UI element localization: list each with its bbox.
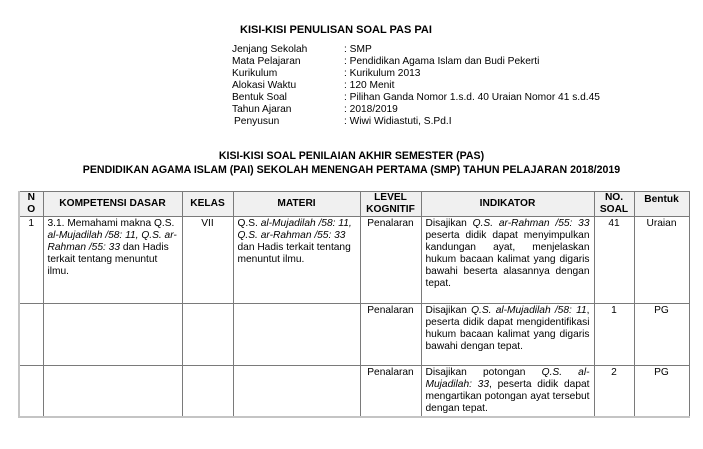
cell-level-kognitif: Penalaran bbox=[360, 304, 421, 366]
header-bentuk: Bentuk bbox=[634, 192, 689, 217]
meta-row-tahun-ajaran bbox=[232, 104, 600, 116]
cell-kelas bbox=[182, 304, 233, 366]
header-indikator: INDIKATOR bbox=[421, 192, 594, 217]
meta-row-kurikulum bbox=[232, 68, 600, 80]
cell-no bbox=[19, 366, 43, 418]
cell-kompetensi-dasar: 3.1. Memahami makna Q.S. al-Mujadilah /58: 11, Q.S. ar-Rahman /55: 33 dan Hadis terkait tentang menuntut ilmu. bbox=[43, 217, 182, 304]
cell-kelas: VII bbox=[182, 217, 233, 304]
section-heading-2: PENDIDIKAN AGAMA ISLAM (PAI) SEKOLAH MENENGAH PERTAMA (SMP) TAHUN PELAJARAN 2018/2019 bbox=[82, 164, 621, 176]
meta-label: Alokasi Waktu bbox=[232, 80, 297, 91]
table-row bbox=[19, 304, 689, 366]
cell-no-soal: 1 bbox=[594, 304, 634, 366]
cell-materi bbox=[233, 366, 360, 418]
cell-no-soal: 2 bbox=[594, 366, 634, 418]
meta-value: : SMP bbox=[344, 44, 372, 55]
meta-row-mata-pelajaran bbox=[232, 56, 600, 68]
meta-row-alokasi-waktu bbox=[232, 80, 600, 92]
meta-row-bentuk-soal bbox=[232, 92, 600, 104]
cell-indikator: Disajikan Q.S. al-Mujadilah /58: 11, peserta didik dapat mengidentifikasi hukum bacaan kalimat yang digaris bawahi dengan tepat. bbox=[421, 304, 594, 366]
meta-value: : 2018/2019 bbox=[344, 104, 398, 115]
meta-label: Jenjang Sekolah bbox=[232, 44, 308, 55]
table-row bbox=[19, 366, 689, 418]
cell-level-kognitif: Penalaran bbox=[360, 366, 421, 418]
header-no-soal: NO. SOAL bbox=[594, 192, 634, 217]
cell-kelas bbox=[182, 366, 233, 418]
meta-label: Kurikulum bbox=[232, 68, 278, 79]
meta-value: : Kurikulum 2013 bbox=[344, 68, 421, 79]
cell-bentuk: Uraian bbox=[634, 217, 689, 304]
cell-indikator: Disajikan potongan Q.S. al-Mujadilah: 33, peserta didik dapat mengartikan potongan ayat tersebut dengan tepat. bbox=[421, 366, 594, 418]
cell-materi bbox=[233, 304, 360, 366]
meta-value: : Pilihan Ganda Nomor 1.s.d. 40 Uraian Nomor 41 s.d.45 bbox=[344, 92, 600, 103]
table-header-row bbox=[19, 192, 689, 217]
table-row bbox=[19, 217, 689, 304]
meta-label: Mata Pelajaran bbox=[232, 56, 301, 67]
cell-no bbox=[19, 304, 43, 366]
cell-no-soal: 41 bbox=[594, 217, 634, 304]
meta-label: Bentuk Soal bbox=[232, 92, 287, 103]
cell-bentuk: PG bbox=[634, 304, 689, 366]
header-materi: MATERI bbox=[233, 192, 360, 217]
meta-row-jenjang bbox=[232, 44, 600, 56]
header-no: N O bbox=[19, 192, 43, 217]
cell-bentuk: PG bbox=[634, 366, 689, 418]
document-title: KISI-KISI PENULISAN SOAL PAS PAI bbox=[240, 24, 432, 36]
section-heading-1: KISI-KISI SOAL PENILAIAN AKHIR SEMESTER (PAS) bbox=[218, 150, 485, 162]
header-kompetensi-dasar: KOMPETENSI DASAR bbox=[43, 192, 182, 217]
meta-value: : Pendidikan Agama Islam dan Budi Pekerti bbox=[344, 56, 540, 67]
kisi-kisi-table bbox=[18, 191, 690, 418]
cell-kompetensi-dasar bbox=[43, 304, 182, 366]
cell-kompetensi-dasar bbox=[43, 366, 182, 418]
document-meta bbox=[232, 44, 600, 128]
header-level-kognitif: LEVEL KOGNITIF bbox=[360, 192, 421, 217]
header-kelas: KELAS bbox=[182, 192, 233, 217]
cell-indikator: Disajikan Q.S. ar-Rahman /55: 33 peserta didik dapat menyimpulkan kandungan ayat, menjelaskan hukum bacaan kalimat yang digaris bawahi beserta alasannya dengan tepat. bbox=[421, 217, 594, 304]
cell-level-kognitif: Penalaran bbox=[360, 217, 421, 304]
meta-row-penyusun bbox=[232, 116, 600, 128]
meta-label: Penyusun bbox=[234, 116, 280, 127]
meta-value: : 120 Menit bbox=[344, 80, 395, 91]
cell-no: 1 bbox=[19, 217, 43, 304]
meta-label: Tahun Ajaran bbox=[232, 104, 292, 115]
meta-value: : Wiwi Widiastuti, S.Pd.I bbox=[344, 116, 452, 127]
cell-materi: Q.S. al-Mujadilah /58: 11, Q.S. ar-Rahman /55: 33 dan Hadis terkait tentang menuntut ilmu. bbox=[233, 217, 360, 304]
